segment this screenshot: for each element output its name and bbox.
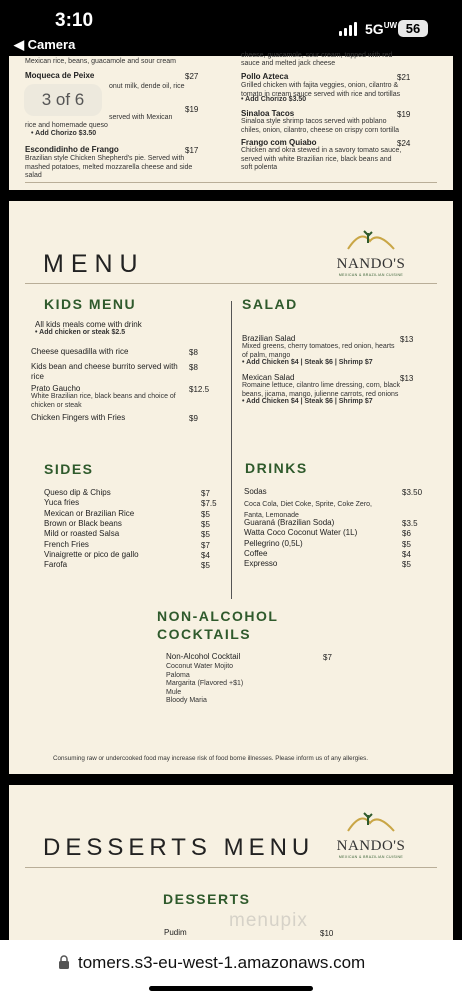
page-counter: 3 of 6 (24, 84, 102, 116)
kids-item-name: Cheese quesadilla with rice (31, 347, 129, 356)
sides-item-name: Mild or roasted Salsa (44, 529, 120, 539)
menu-item-price: $19 (397, 110, 411, 119)
network-suffix: UW (383, 21, 398, 30)
nandos-logo (331, 809, 411, 859)
nonalc-heading-line2: COCKTAILS (157, 626, 252, 642)
home-indicator[interactable] (149, 986, 313, 991)
status-bar (0, 0, 462, 56)
dessert-item-price: $10 (320, 929, 334, 938)
drinks-item-price: $3.5 (402, 519, 418, 528)
salad-item-desc: Mixed greens, cherry tomatoes, red onion, hearts of palm, mango (242, 343, 395, 359)
menu-item-price: $27 (185, 72, 199, 81)
menu-item-price: $17 (185, 146, 199, 155)
sides-item-name: Mexican or Brazilian Rice (44, 508, 135, 518)
sides-item-price: $4 (201, 550, 210, 560)
battery-icon: 56 (398, 20, 428, 37)
network-indicator (365, 21, 397, 37)
salad-item-name: Brazilian Salad (242, 334, 296, 343)
salad-item-desc: Romaine lettuce, cilantro lime dressing, corn, black beans, jicama, mango, julienne carrots, red onions (242, 382, 400, 398)
sides-item-price: $5 (201, 561, 210, 571)
kids-item-price: $8 (189, 363, 198, 372)
kids-item-name: Kids bean and cheese burrito served with rice (31, 362, 178, 381)
drinks-item-name: Watta Coco Coconut Water (1L) (244, 528, 358, 538)
menu-item-price: $19 (185, 105, 199, 114)
divider (25, 283, 437, 284)
cut-text: sauce and melted jack cheese (241, 60, 336, 67)
drinks-item-name: Expresso (244, 559, 278, 569)
nonalc-heading-line1: NON-ALCOHOL (157, 608, 279, 624)
menu-item-name: Sinaloa Tacos (241, 109, 295, 118)
cut-text: cheese, guacamole, sour cream, topped with red (241, 52, 393, 59)
logo-tagline: MEXICAN & BRAZILIAN CUISINE (338, 855, 404, 859)
menu-item-desc: Grilled chicken with fajita veggies, onion, cilantro & tomato in cream sauce served with rice and tortillas (241, 82, 401, 98)
salad-item-price: $13 (400, 335, 414, 344)
lock-icon (58, 955, 70, 969)
kids-menu-heading: KIDS MENU (44, 296, 137, 312)
nonalc-option: Bloody Maria (166, 697, 207, 705)
menu-page-3 (9, 785, 453, 940)
logo-mountain-icon (346, 227, 396, 251)
menu-item-add: • Add Chorizo $3.50 (31, 130, 97, 137)
sides-item-price: $5 (201, 509, 210, 519)
drinks-item-price: $5 (402, 560, 411, 570)
sides-item-price: $5 (201, 519, 210, 529)
kids-item-price: $9 (189, 414, 198, 423)
desserts-title: DESSERTS MENU (43, 834, 315, 861)
menu-item-desc: rice and homemade queso (25, 122, 108, 129)
browser-url-bar[interactable] (0, 940, 462, 1000)
back-to-camera-link[interactable]: ◀ Camera (14, 37, 76, 52)
menupix-watermark: menupix (229, 910, 308, 931)
signal-icon (339, 22, 357, 36)
kids-note: All kids meals come with drink (35, 320, 142, 329)
sides-item-name: Brown or Black beans (44, 518, 122, 528)
menu-item-desc: served with Mexican (109, 114, 173, 121)
nonalc-option: Coconut Water Mojito (166, 663, 234, 670)
sides-heading: SIDES (44, 461, 94, 477)
salad-item-price: $13 (400, 374, 414, 383)
menu-item-price: $21 (397, 73, 411, 82)
kids-item-name: Chicken Fingers with Fries (31, 413, 126, 422)
cut-text: Mexican rice, beans, guacamole and sour cream (25, 58, 176, 65)
divider (25, 867, 437, 868)
logo-name: NANDO'S (336, 256, 406, 272)
clock: 3:10 (55, 10, 94, 31)
drinks-item-price: $6 (402, 529, 411, 539)
logo-tagline: MEXICAN & BRAZILIAN CUISINE (338, 273, 404, 277)
menu-item-name: Escondidinho de Frango (25, 145, 119, 154)
kids-item-price: $8 (189, 348, 198, 357)
drinks-heading: DRINKS (245, 460, 308, 476)
nonalc-option: Mule (166, 688, 182, 696)
menu-page-2 (9, 201, 453, 774)
sides-item-price: $5 (201, 530, 210, 540)
column-divider (231, 301, 232, 599)
drinks-item-price: $5 (402, 539, 411, 549)
sides-item-price: $7 (201, 489, 210, 498)
menu-title: MENU (43, 250, 145, 278)
kids-item-name: Prato Gaucho (31, 384, 81, 393)
nonalc-option: Margarita (Flavored +$1) (166, 680, 244, 688)
menu-item-name: Pollo Azteca (241, 72, 289, 81)
kids-note-add: • Add chicken or steak $2.5 (35, 329, 126, 336)
drinks-item-price: $4 (402, 549, 411, 559)
menu-item-name: Frango com Quiabo (241, 138, 317, 147)
menu-item-desc: Chicken and okra stewed in a savory tomato sauce, served with white Brazilian rice, black beans and soft polenta (241, 147, 402, 172)
sides-item-name: French Fries (44, 539, 89, 549)
drinks-item-name: Guaraná (Brazilian Soda) (244, 518, 335, 527)
menu-page-1 (9, 52, 453, 190)
network-label: 5G (365, 21, 384, 37)
logo-mountain-icon (346, 809, 396, 833)
kids-item-price: $12.5 (189, 385, 210, 394)
nonalc-item-price: $7 (323, 653, 332, 662)
sides-item-name: Yuca fries (44, 498, 80, 508)
logo-name: NANDO'S (336, 838, 406, 854)
menu-item-desc: onut milk, dende oil, rice (109, 83, 185, 90)
sides-item-name: Farofa (44, 560, 68, 570)
allergy-footer: Consuming raw or undercooked food may increase risk of food borne illnesses. Please inform us of any allergies. (53, 755, 369, 762)
drinks-item-name: Sodas (244, 487, 267, 496)
menu-item-desc: Sinaloa style shrimp tacos served with poblano chiles, onion, cilantro, cheese on crispy corn tortilla (241, 118, 399, 134)
sides-item-name: Vinaigrette or pico de gallo (44, 549, 139, 559)
sides-item-name: Queso dip & Chips (44, 488, 111, 497)
menu-item-desc: Brazilian style Chicken Shepherd's pie. Served with mashed potatoes, melted mozzarella cheese and side salad (25, 155, 193, 180)
kids-item-desc: White Brazilian rice, black beans and choice of chicken or steak (31, 393, 176, 409)
salad-item-add: • Add Chicken $4 | Steak $6 | Shrimp $7 (242, 359, 373, 366)
nonalc-option: Paloma (166, 671, 190, 679)
salad-heading: SALAD (242, 296, 298, 312)
desserts-heading: DESSERTS (163, 891, 251, 907)
sides-item-price: $7 (201, 540, 210, 550)
salad-item-name: Mexican Salad (242, 373, 295, 382)
menu-item-add: • Add Chorizo $3.50 (241, 96, 307, 103)
drinks-item-price: $3.50 (402, 488, 423, 497)
sodas-desc: Coca Cola, Diet Coke, Sprite, Coke Zero, Fanta, Lemonade (244, 501, 372, 519)
salad-item-add: • Add Chicken $4 | Steak $6 | Shrimp $7 (242, 398, 373, 405)
drinks-item-name: Pellegrino (0,5L) (244, 538, 303, 548)
menu-item-price: $24 (397, 139, 411, 148)
sides-item-price: $7.5 (201, 499, 217, 509)
nonalc-item-name: Non-Alcohol Cocktail (166, 652, 241, 661)
url-text[interactable]: tomers.s3-eu-west-1.amazonaws.com (78, 953, 366, 972)
drinks-item-name: Coffee (244, 548, 268, 558)
menu-item-name: Moqueca de Peixe (25, 71, 95, 80)
divider (25, 182, 437, 183)
dessert-item-name: Pudim (164, 928, 187, 937)
nandos-logo (331, 227, 411, 277)
